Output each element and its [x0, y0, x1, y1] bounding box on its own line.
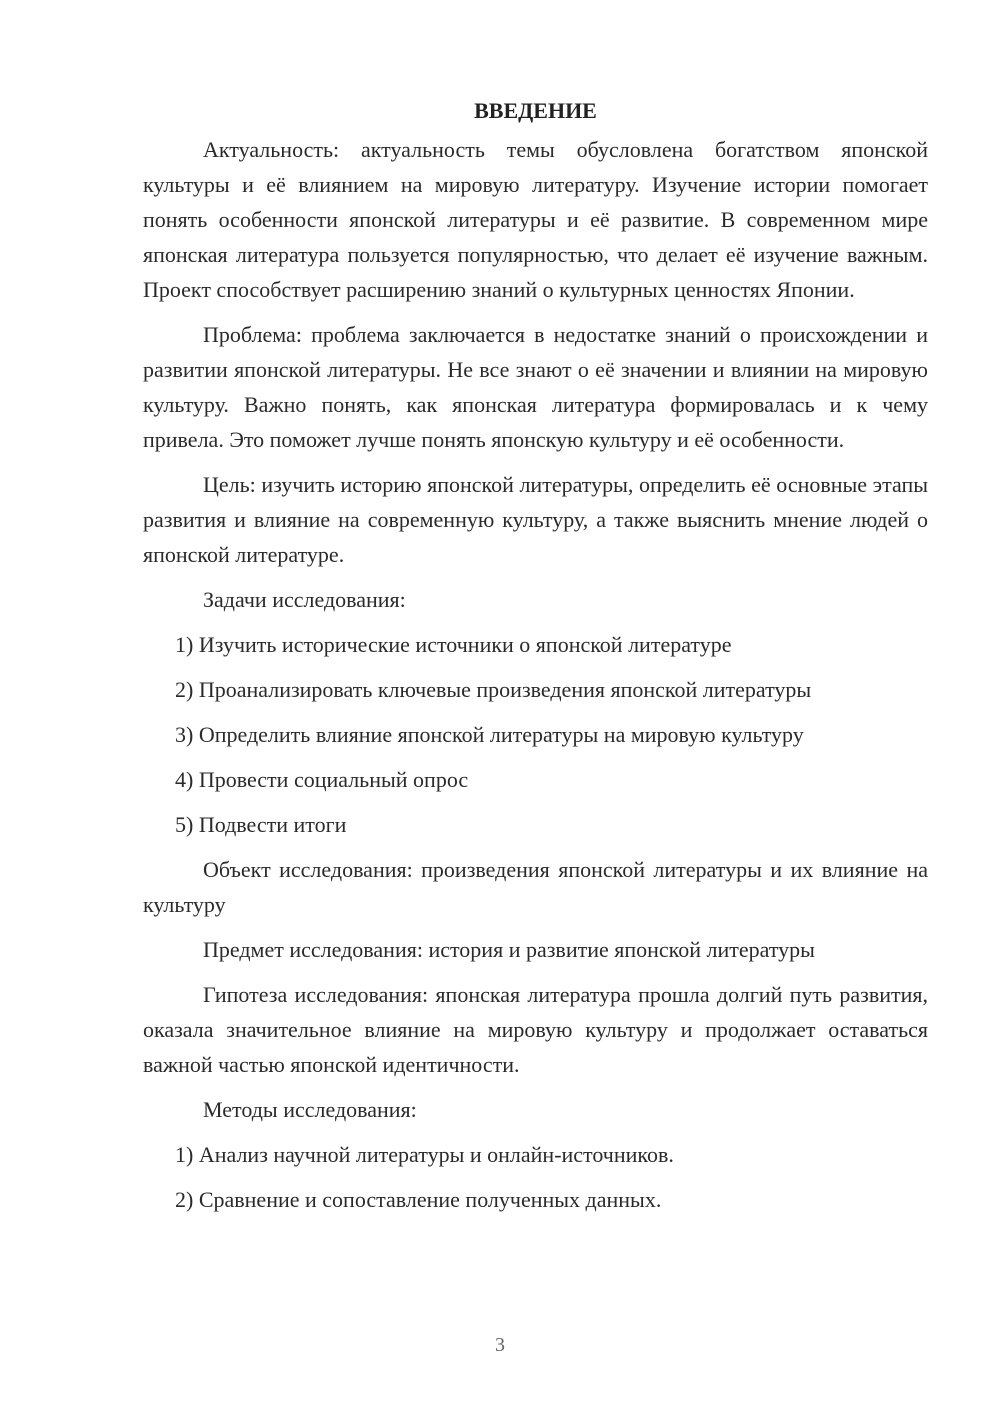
list-item: 3) Определить влияние японской литературы на мировую культуру [175, 722, 804, 747]
document-page [143, 96, 928, 1227]
list-item: 2) Сравнение и сопоставление полученных данных. [175, 1187, 662, 1212]
list-item: 1) Анализ научной литературы и онлайн-источников. [175, 1142, 674, 1167]
problem-paragraph: Проблема: проблема заключается в недостатке знаний о происхождении и развитии японской литературы. Не все знают о её значении и влиянии на мировую культуру. Важно понять, как японская литература формировалась и к чему привела. Это поможет лучше понять японскую культуру и её особенности. [143, 322, 928, 452]
list-item: 5) Подвести итоги [175, 812, 347, 837]
goal-paragraph: Цель: изучить историю японской литературы, определить её основные этапы развития и влияние на современную культуру, а также выяснить мнение людей о японской литературе. [143, 472, 928, 567]
tasks-list [143, 627, 928, 842]
tasks-heading: Задачи исследования: [203, 587, 406, 612]
list-item: 2) Проанализировать ключевые произведения японской литературы [175, 677, 812, 702]
methods-list [143, 1137, 928, 1217]
section-heading: ВВЕДЕНИЕ [474, 98, 597, 123]
hypothesis-paragraph: Гипотеза исследования: японская литература прошла долгий путь развития, оказала значительное влияние на мировую культуру и продолжает оставаться важной частью японской идентичности. [143, 982, 928, 1077]
methods-heading: Методы исследования: [203, 1097, 417, 1122]
object-paragraph: Объект исследования: произведения японской литературы и их влияние на культуру [143, 857, 928, 917]
list-item: 1) Изучить исторические источники о японской литературе [175, 632, 732, 657]
subject-paragraph: Предмет исследования: история и развитие японской литературы [203, 937, 815, 962]
relevance-paragraph: Актуальность: актуальность темы обусловлена богатством японской культуры и её влиянием на мировую литературу. Изучение истории помогает понять особенности японской литературы и её развитие. В современном мире японская литература пользуется популярностью, что делает её изучение важным. Проект способствует расширению знаний о культурных ценностях Японии. [143, 137, 928, 302]
list-item: 4) Провести социальный опрос [175, 767, 469, 792]
page-number: 3 [495, 1334, 505, 1356]
